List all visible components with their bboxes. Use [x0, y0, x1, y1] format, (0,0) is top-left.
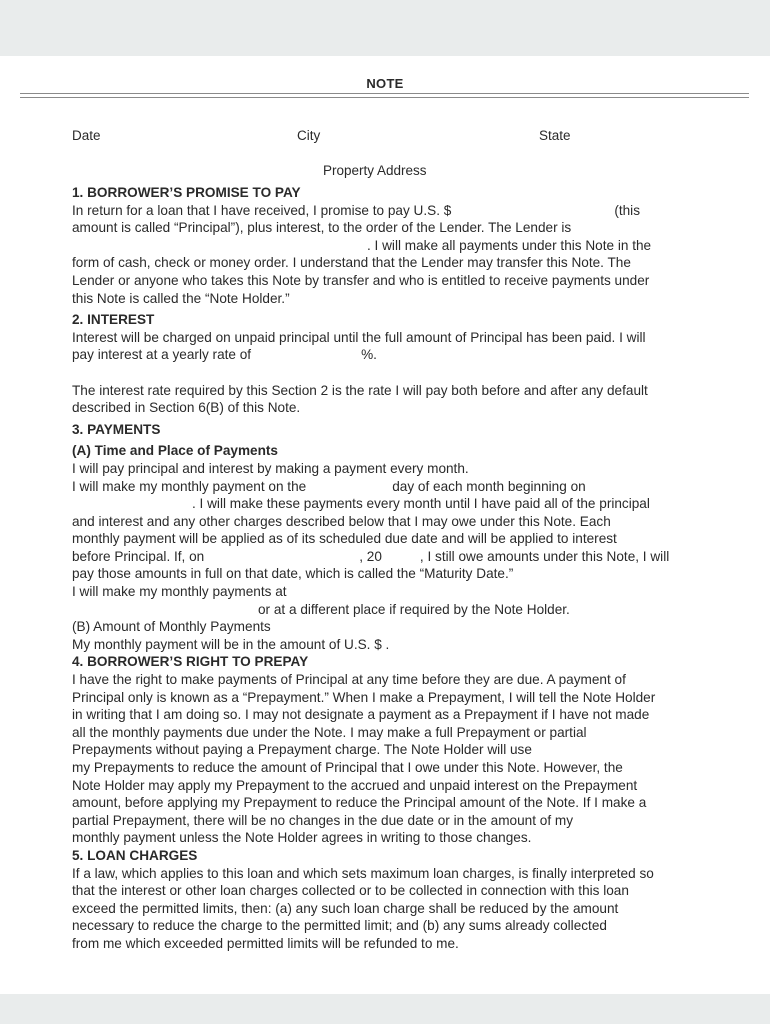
s2-line-4: described in Section 6(B) of this Note.: [72, 400, 301, 416]
s1-line-2: amount is called “Principal”), plus interest, to the order of the Lender. The Lender is: [72, 220, 572, 236]
s3-line: [72, 478, 697, 496]
s3-line-2a: I will make my monthly payment on the: [72, 478, 307, 494]
s4-line: amount, before applying my Prepayment to reduce the Principal amount of the Note. If I make a: [72, 795, 647, 811]
s5-line: exceed the permitted limits, then: (a) any such loan charge shall be reduced by the amount: [72, 900, 619, 916]
state-label: State: [539, 128, 571, 143]
s2-line-1: Interest will be charged on unpaid principal until the full amount of Principal has been paid. I will: [72, 329, 646, 345]
s1-line-4: form of cash, check or money order. I understand that the Lender may transfer this Note. The: [72, 255, 631, 271]
s4-line: I have the right to make payments of Principal at any time before they are due. A payment of: [72, 672, 626, 688]
section-3a-subheading: (A) Time and Place of Payments: [72, 443, 278, 459]
date-label: Date: [72, 128, 101, 143]
s1-line-1b: (this: [614, 202, 640, 218]
s3-line-2b: day of each month beginning on: [392, 478, 586, 494]
section-3b-subheading: (B) Amount of Monthly Payments: [72, 619, 271, 635]
s1-line-5: Lender or anyone who takes this Note by transfer and who is entitled to receive payments under: [72, 272, 650, 288]
s4-line: monthly payment unless the Note Holder agrees in writing to those changes.: [72, 830, 532, 846]
s3-line-6c: , I still owe amounts under this Note, I will: [419, 548, 670, 564]
s1-line-3: . I will make all payments under this Note in the: [367, 237, 652, 253]
s3-line: [72, 548, 697, 566]
s2-line-3: The interest rate required by this Section 2 is the rate I will pay both before and after any default: [72, 382, 648, 398]
s3-line-7: pay those amounts in full on that date, which is called the “Maturity Date.”: [72, 566, 514, 582]
s3-line-6b: , 20: [359, 548, 382, 564]
s3-line-4: and interest and any other charges described below that I may owe under this Note. Each: [72, 513, 611, 529]
document-title: NOTE: [366, 76, 404, 91]
section-1-heading: 1. BORROWER’S PROMISE TO PAY: [72, 185, 301, 200]
s4-line: my Prepayments to reduce the amount of Principal that I owe under this Note. However, the: [72, 760, 623, 775]
s5-line: from me which exceeded permitted limits will be refunded to me.: [72, 935, 459, 951]
s3-line-1: I will pay principal and interest by making a payment every month.: [72, 460, 469, 476]
s3-line-10: My monthly payment will be in the amount of U.S. $ .: [72, 636, 390, 652]
s4-line: Principal only is known as a “Prepayment.” When I make a Prepayment, I will tell the Note Holder: [72, 689, 656, 705]
viewer-bottom-bar: [0, 994, 770, 1024]
city-label: City: [297, 128, 321, 143]
s3-line-9: or at a different place if required by the Note Holder.: [258, 601, 570, 617]
s1-line-6: this Note is called the “Note Holder.”: [72, 290, 290, 306]
s3-line-6a: before Principal. If, on: [72, 548, 205, 564]
s5-line: that the interest or other loan charges collected or to be collected in connection with this loan: [72, 883, 629, 899]
s3-line-3: . I will make these payments every month until I have paid all of the principal: [192, 496, 650, 512]
title-rule-top: [20, 93, 749, 94]
s5-line: necessary to reduce the charge to the permitted limit; and (b) any sums already collected: [72, 918, 607, 934]
note-body: [72, 184, 697, 953]
s1-line-1a: In return for a loan that I have received, I promise to pay U.S. $: [72, 202, 452, 218]
s4-line: Prepayments without paying a Prepayment charge. The Note Holder will use: [72, 742, 532, 758]
s4-line: Note Holder may apply my Prepayment to the accrued and unpaid interest on the Prepayment: [72, 777, 638, 793]
section-4-heading: 4. BORROWER’S RIGHT TO PREPAY: [72, 654, 309, 670]
title-rule-bottom: [20, 97, 749, 98]
s2-line-2a: pay interest at a yearly rate of: [72, 347, 252, 363]
s3-line-5: monthly payment will be applied as of its scheduled due date and will be applied to interest: [72, 531, 617, 547]
section-2-heading: 2. INTEREST: [72, 312, 155, 328]
s4-line: in writing that I am doing so. I may not designate a payment as a Prepayment if I have not made: [72, 707, 650, 723]
section-3-heading: 3. PAYMENTS: [72, 421, 161, 437]
section-5-heading: 5. LOAN CHARGES: [72, 847, 198, 863]
s2-line-2b: %.: [361, 347, 377, 363]
s1-line: [72, 202, 697, 220]
s5-line: If a law, which applies to this loan and which sets maximum loan charges, is finally interpreted so: [72, 865, 654, 881]
property-address-label: Property Address: [323, 163, 427, 178]
s3-line-8: I will make my monthly payments at: [72, 584, 287, 600]
s2-line: [72, 346, 697, 364]
document-page: [0, 56, 770, 994]
s4-line: partial Prepayment, there will be no changes in the due date or in the amount of my: [72, 812, 573, 828]
s4-line: all the monthly payments due under the Note. I may make a full Prepayment or partial: [72, 724, 587, 740]
